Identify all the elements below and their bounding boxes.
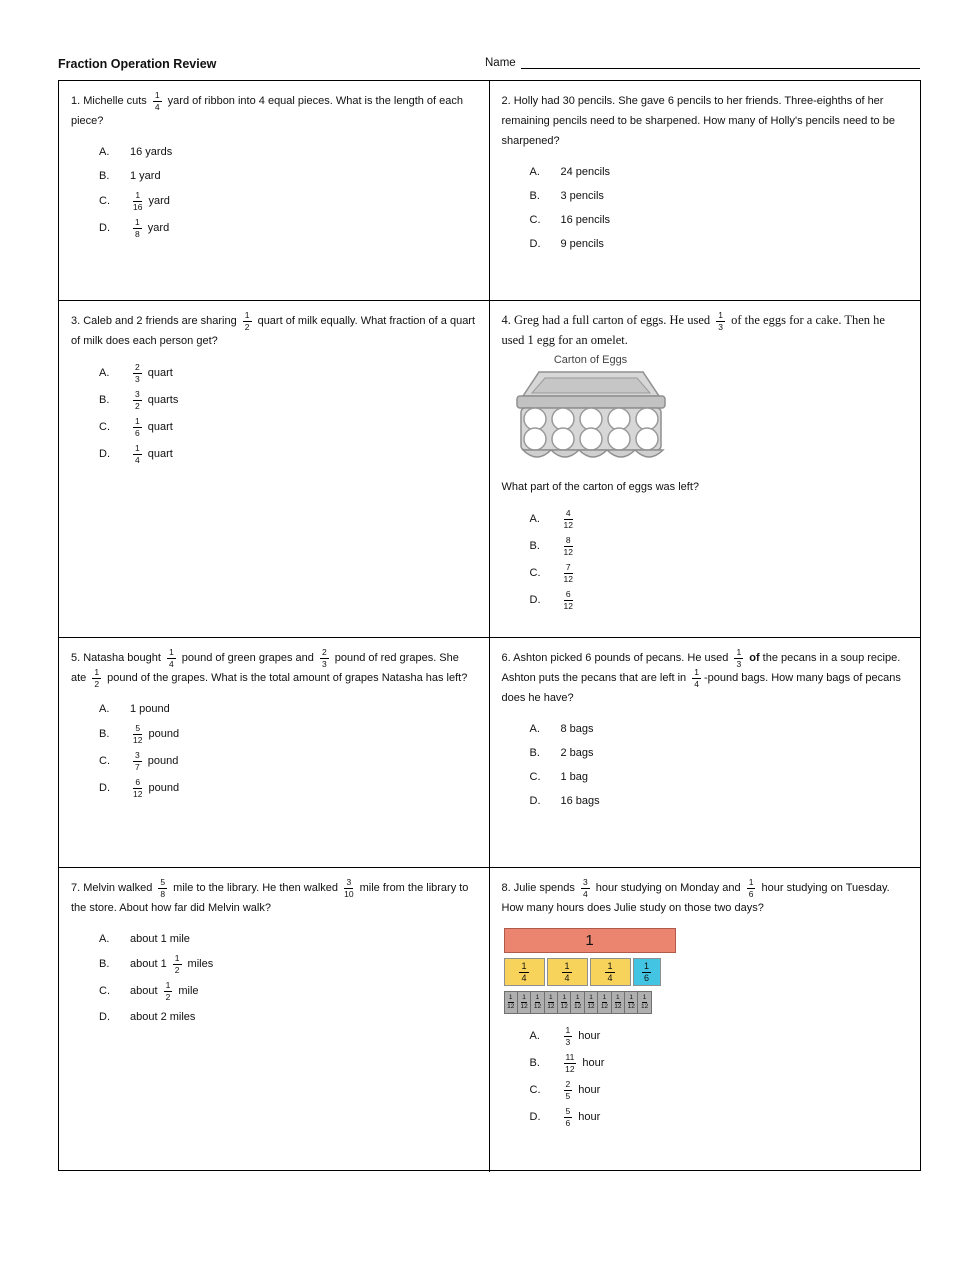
question-cell-3 [59, 301, 490, 638]
option-text: 9 pencils [560, 237, 604, 250]
option-a [530, 1026, 909, 1046]
option-text: about 2 miles [130, 1010, 196, 1023]
option-letter: A. [99, 702, 110, 715]
fraction: $\frac{5}{8}$ [160, 877, 166, 899]
worksheet-title: Fraction Operation Review [58, 57, 217, 71]
question-cell-1 [59, 81, 490, 301]
fraction: $\frac{1}{12}$ [520, 993, 528, 1011]
option-d [530, 590, 909, 610]
bar-model-twelfth-cell [611, 991, 625, 1014]
bar-model-cell-1-4 [590, 958, 631, 986]
fraction: $\frac{1}{4}$ [154, 90, 160, 112]
option-a [99, 930, 477, 947]
fraction: $\frac{1}{12}$ [640, 993, 649, 1011]
fraction: $\frac{1}{3}$ [736, 647, 742, 669]
fraction: $\frac{3}{2}$ [135, 389, 140, 411]
question-5-options [99, 700, 477, 798]
fraction: $\frac{1}{4}$ [521, 960, 527, 983]
option-letter: A. [529, 165, 540, 178]
bold-text: of [749, 652, 760, 664]
fraction: $\frac{1}{2}$ [244, 310, 250, 332]
fraction: $\frac{1}{12}$ [627, 993, 635, 1011]
question-2-text: 2. Holly had 30 pencils. She gave 6 pencils to her friends. Three-eighths of her remaining pencils need to be sharpened. How many of Holly's pencils need to be sharpened? [501, 95, 895, 147]
option-letter: B. [529, 189, 540, 202]
option-text: about $\frac{1}{2}$ mile [130, 980, 199, 1002]
option-text: $\frac{6}{12}$ pound [133, 777, 180, 799]
question-4-options [530, 509, 909, 610]
fraction: $\frac{1}{2}$ [94, 667, 100, 689]
fraction: $\frac{1}{12}$ [574, 993, 582, 1011]
fraction: $\frac{1}{4}$ [135, 443, 140, 465]
option-letter: C. [529, 770, 541, 783]
question-6-text: 6. Ashton picked 6 pounds of pecans. He used $\frac{1}{3}$ of the pecans in a soup recipe. Ashton puts the pecans that are left in $\frac{1}{4}$ -pound bags. How many bags of pecans does he have? [501, 647, 901, 705]
option-text: 2 bags [560, 746, 594, 759]
option-b [530, 744, 909, 761]
fraction: $\frac{3}{7}$ [135, 750, 140, 772]
option-c [530, 768, 909, 785]
option-c [99, 417, 477, 437]
option-letter: C. [99, 755, 110, 768]
option-text: 16 yards [130, 145, 173, 158]
fraction: $\frac{11}{12}$ [565, 1052, 575, 1074]
option-a [530, 509, 909, 529]
option-text: 1 pound [130, 702, 170, 715]
option-d [99, 444, 477, 464]
fraction: $\frac{1}{6}$ [135, 416, 140, 438]
bar-model-twelfth-cell [544, 991, 558, 1014]
bar-model-twelfth-cell [557, 991, 571, 1014]
option-letter: D. [99, 448, 110, 461]
question-2-options [530, 163, 909, 252]
question-8-text: 8. Julie spends $\frac{3}{4}$ hour studying on Monday and $\frac{1}{6}$ hour studying on Tuesday. How many hours does Julie study on those two days? [501, 877, 890, 915]
fraction: $\frac{4}{12}$ [563, 508, 573, 530]
question-cell-8 [490, 868, 921, 1172]
bar-model-twelfth-cell [584, 991, 598, 1014]
option-b [99, 954, 477, 974]
option-text [561, 536, 576, 556]
option-text: about 1 $\frac{1}{2}$ miles [130, 953, 214, 975]
question-cell-6 [490, 638, 921, 868]
option-text: $\frac{1}{8}$ yard [135, 217, 170, 239]
option-letter: B. [529, 746, 540, 759]
option-letter: A. [529, 722, 540, 735]
fraction: $\frac{5}{6}$ [565, 1106, 571, 1128]
option-b [99, 167, 477, 184]
question-6-options [530, 720, 909, 809]
option-c [99, 751, 477, 771]
option-letter: C. [529, 213, 541, 226]
option-letter: D. [529, 237, 541, 250]
bar-model-twelfth-cell [517, 991, 531, 1014]
option-a [530, 163, 909, 180]
fraction: $\frac{1}{4}$ [168, 647, 174, 669]
option-letter: A. [529, 513, 540, 526]
option-letter: A. [99, 367, 110, 380]
option-text: $\frac{1}{3}$ hour [565, 1025, 601, 1047]
fraction: $\frac{2}{3}$ [135, 362, 140, 384]
fraction: $\frac{7}{12}$ [563, 562, 573, 584]
option-letter: C. [99, 195, 110, 208]
option-b [99, 390, 477, 410]
option-text: $\frac{1}{6}$ quart [135, 416, 173, 438]
fraction: $\frac{1}{12}$ [614, 993, 622, 1011]
option-letter: C. [99, 421, 110, 434]
option-c [530, 1080, 909, 1100]
name-blank-line [521, 55, 920, 69]
option-text: $\frac{3}{7}$ pound [135, 750, 179, 772]
fraction: $\frac{8}{12}$ [563, 535, 573, 557]
fraction: $\frac{3}{10}$ [344, 877, 354, 899]
option-letter: D. [99, 1010, 110, 1023]
option-c [530, 563, 909, 583]
question-3-text: 3. Caleb and 2 friends are sharing $\frac{1}{2}$ quart of milk equally. What fraction of a quart of milk does each person get? [71, 310, 476, 348]
option-letter: D. [529, 794, 541, 807]
fraction: $\frac{1}{6}$ [748, 877, 754, 899]
question-cell-2 [490, 81, 921, 301]
bar-model-figure [504, 928, 909, 1014]
option-text: $\frac{2}{5}$ hour [565, 1079, 601, 1101]
bar-model-cell-1-4 [547, 958, 588, 986]
bar-model-twelfth-cell [624, 991, 638, 1014]
option-letter: D. [99, 782, 110, 795]
question-5-text: 5. Natasha bought $\frac{1}{4}$ pound of green grapes and $\frac{2}{3}$ pound of red grapes. She ate $\frac{1}{2}$ pound of the grapes. What is the total amount of grapes Natasha has left? [71, 647, 468, 689]
option-text: $\frac{5}{12}$ pound [133, 723, 180, 745]
option-text: $\frac{3}{2}$ quarts [135, 389, 179, 411]
bar-model-cell-1-4 [504, 958, 545, 986]
option-text: 1 bag [560, 770, 589, 783]
question-8-options [530, 1026, 909, 1127]
option-letter: D. [99, 222, 110, 235]
bar-model-fraction-row [504, 958, 909, 986]
option-letter: C. [529, 1084, 541, 1097]
bar-model-twelfth-cell [597, 991, 611, 1014]
egg-carton-caption: Carton of Eggs [553, 354, 628, 367]
option-letter: B. [99, 728, 110, 741]
question-grid [58, 80, 921, 1171]
option-d [99, 218, 477, 238]
option-letter: A. [99, 145, 110, 158]
bar-model-twelfth-cell [637, 991, 651, 1014]
question-cell-5 [59, 638, 490, 868]
fraction: $\frac{6}{12}$ [563, 589, 573, 611]
fraction: $\frac{1}{12}$ [600, 993, 609, 1011]
option-d [530, 792, 909, 809]
option-text: $\frac{5}{6}$ hour [565, 1106, 601, 1128]
fraction: $\frac{1}{8}$ [135, 217, 140, 239]
option-b [99, 724, 477, 744]
option-d [99, 1008, 477, 1025]
name-label: Name [485, 57, 516, 69]
question-cell-7 [59, 868, 490, 1172]
option-letter: A. [99, 932, 110, 945]
option-a [99, 363, 477, 383]
option-c [99, 191, 477, 211]
fraction: $\frac{1}{2}$ [165, 980, 171, 1002]
fraction: $\frac{6}{12}$ [133, 777, 143, 799]
option-letter: B. [529, 540, 540, 553]
option-letter: A. [529, 1030, 540, 1043]
question-4-followup-text: What part of the carton of eggs was left? [501, 481, 699, 494]
option-c [99, 981, 477, 1001]
option-text: 8 bags [560, 722, 594, 735]
option-text: 16 pencils [560, 213, 611, 226]
question-3-options [99, 363, 477, 464]
bar-model-twelfth-row [504, 991, 909, 1014]
egg-carton-icon [506, 368, 676, 475]
option-d [99, 778, 477, 798]
option-letter: C. [529, 567, 541, 580]
option-text: 24 pencils [560, 165, 611, 178]
option-text: 3 pencils [560, 189, 604, 202]
fraction: $\frac{5}{12}$ [133, 723, 143, 745]
option-c [530, 211, 909, 228]
option-text [561, 509, 576, 529]
fraction: $\frac{1}{2}$ [174, 953, 180, 975]
fraction: $\frac{1}{4}$ [564, 960, 570, 983]
option-text: 1 yard [130, 169, 161, 182]
fraction: $\frac{1}{12}$ [547, 993, 555, 1011]
bar-model-cell-1-6 [633, 958, 661, 986]
fraction: $\frac{2}{3}$ [321, 647, 327, 669]
option-letter: B. [529, 1057, 540, 1070]
fraction: $\frac{1}{3}$ [718, 310, 723, 332]
fraction: $\frac{3}{4}$ [582, 877, 588, 899]
option-a [530, 720, 909, 737]
fraction: $\frac{1}{6}$ [643, 960, 649, 983]
fraction: $\frac{2}{5}$ [565, 1079, 571, 1101]
fraction: $\frac{1}{3}$ [565, 1025, 571, 1047]
option-text [561, 590, 576, 610]
fraction: $\frac{1}{12}$ [507, 993, 515, 1011]
option-d [530, 1107, 909, 1127]
option-text: $\frac{1}{16}$ yard [133, 190, 170, 212]
question-4-text: 4. Greg had a full carton of eggs. He used $\frac{1}{3}$ of the eggs for a cake. Then he used 1 egg for an omelet. [501, 310, 885, 348]
question-7-options [99, 930, 477, 1025]
option-text: $\frac{1}{4}$ quart [135, 443, 173, 465]
option-letter: D. [529, 594, 541, 607]
option-letter: B. [99, 169, 110, 182]
option-b [530, 187, 909, 204]
name-area [485, 55, 920, 69]
egg-carton-figure [506, 354, 676, 475]
fraction: $\frac{1}{12}$ [533, 993, 542, 1011]
bar-model-twelfth-cell [530, 991, 544, 1014]
option-text: $\frac{2}{3}$ quart [135, 362, 173, 384]
option-letter: B. [99, 958, 110, 971]
question-1-text: 1. Michelle cuts $\frac{1}{4}$ yard of ribbon into 4 equal pieces. What is the length of each piece? [71, 90, 464, 128]
bar-model-twelfth-cell [570, 991, 584, 1014]
question-cell-4 [490, 301, 921, 638]
option-a [99, 143, 477, 160]
fraction: $\frac{1}{4}$ [694, 667, 699, 689]
fraction: $\frac{1}{12}$ [560, 993, 568, 1011]
fraction: $\frac{1}{16}$ [133, 190, 143, 212]
fraction: $\frac{1}{4}$ [607, 960, 613, 983]
option-b [530, 536, 909, 556]
option-b [530, 1053, 909, 1073]
option-text: about 1 mile [130, 932, 190, 945]
option-d [530, 235, 909, 252]
option-text: $\frac{11}{12}$ hour [565, 1052, 605, 1074]
option-letter: C. [99, 985, 110, 998]
option-a [99, 700, 477, 717]
question-1-options [99, 143, 477, 238]
bar-model-whole-bar: 1 [504, 928, 676, 953]
option-letter: D. [529, 1111, 541, 1124]
question-7-text: 7. Melvin walked $\frac{5}{8}$ mile to the library. He then walked $\frac{3}{10}$ mile from the library to the store. About how far did Melvin walk? [71, 877, 469, 915]
bar-model-twelfth-cell [504, 991, 518, 1014]
fraction: $\frac{1}{12}$ [587, 993, 595, 1011]
option-letter: B. [99, 394, 110, 407]
option-text: 16 bags [560, 794, 600, 807]
option-text [561, 563, 576, 583]
